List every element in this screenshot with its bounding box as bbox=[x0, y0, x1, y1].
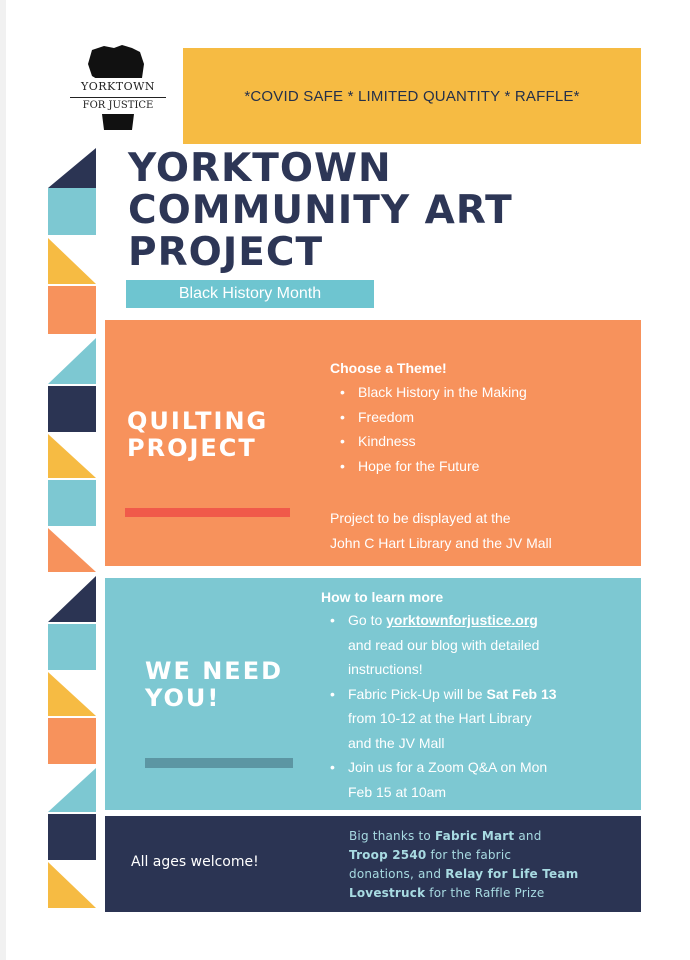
display-location-note bbox=[330, 506, 630, 556]
logo-divider bbox=[70, 97, 166, 98]
thanks-suffix-2: for the fabric bbox=[426, 848, 512, 862]
item-3-line-2: Feb 15 at 10am bbox=[348, 783, 447, 800]
item-1-line-3: instructions! bbox=[348, 661, 423, 677]
quilting-accent-bar bbox=[125, 508, 290, 517]
list-item bbox=[321, 682, 633, 756]
all-ages-text: All ages welcome! bbox=[131, 854, 259, 870]
title-line-3: PROJECT bbox=[128, 230, 324, 275]
thanks-prefix: Big thanks to bbox=[349, 829, 435, 843]
thanks-line-1 bbox=[349, 827, 639, 846]
thanks-suffix-4: for the Raffle Prize bbox=[425, 886, 545, 900]
sponsor-lovestruck: Lovestruck bbox=[349, 886, 426, 900]
website-link[interactable]: yorktownforjustice.org bbox=[386, 612, 538, 628]
item-2-line-3: and the JV Mall bbox=[348, 734, 445, 751]
list-item bbox=[321, 755, 633, 804]
sponsor-relay: Relay for Life Team bbox=[445, 867, 579, 881]
learn-more-list bbox=[321, 608, 633, 804]
quilting-project-section bbox=[105, 320, 641, 566]
theme-item: • Hope for the Future bbox=[330, 454, 630, 479]
title-line-1: YORKTOWN bbox=[128, 146, 392, 191]
theme-list bbox=[330, 380, 630, 478]
quilting-heading-line-1: QUILTING bbox=[127, 407, 269, 435]
need-accent-bar bbox=[145, 758, 293, 768]
sponsor-fabric-mart: Fabric Mart bbox=[434, 829, 515, 843]
thanks-line-4 bbox=[349, 884, 639, 903]
item-3-line-1: Join us for a Zoom Q&A on Mon bbox=[348, 759, 548, 775]
thanks-suffix-1: and bbox=[514, 829, 542, 843]
title-line-2: COMMUNITY ART bbox=[128, 188, 513, 233]
logo-text-yorktown: YORKTOWN bbox=[80, 80, 156, 93]
thanks-line-3 bbox=[349, 865, 639, 884]
footer-band bbox=[105, 816, 641, 912]
subtitle-badge bbox=[126, 280, 374, 308]
need-heading-line-2: YOU! bbox=[145, 684, 221, 712]
page-title bbox=[128, 148, 628, 274]
banner-text: *COVID SAFE * LIMITED QUANTITY * RAFFLE* bbox=[244, 87, 580, 105]
learn-more-label: How to learn more bbox=[321, 589, 444, 605]
sponsor-troop: Troop 2540 bbox=[349, 848, 427, 862]
theme-label: Choose a Theme! bbox=[330, 360, 447, 376]
item-2-line-2: from 10-12 at the Hart Library bbox=[348, 710, 532, 726]
logo-text-for-justice: FOR JUSTICE bbox=[82, 100, 154, 111]
theme-list-block bbox=[330, 360, 630, 478]
thanks-text bbox=[349, 827, 639, 903]
thanks-line-2 bbox=[349, 846, 639, 865]
need-heading-line-1: WE NEED bbox=[145, 657, 284, 685]
thanks-prefix-3: donations, and bbox=[349, 867, 446, 881]
quilt-pattern-graphic bbox=[48, 148, 96, 908]
we-need-you-section bbox=[105, 578, 641, 810]
theme-item: • Freedom bbox=[330, 405, 630, 430]
yorktown-for-justice-logo bbox=[62, 42, 172, 132]
list-item bbox=[321, 608, 633, 682]
subtitle-text: Black History Month bbox=[178, 285, 322, 302]
need-heading bbox=[145, 658, 325, 712]
item-2-prefix: Fabric Pick-Up will be bbox=[348, 685, 487, 702]
theme-item: • Kindness bbox=[330, 429, 630, 454]
note-line-1: Project to be displayed at the bbox=[330, 510, 511, 526]
decorative-quilt-stripe bbox=[48, 148, 96, 908]
pickup-date: Sat Feb 13 bbox=[486, 685, 557, 702]
item-1-prefix: Go to bbox=[348, 612, 387, 628]
note-line-2: John C Hart Library and the JV Mall bbox=[330, 535, 552, 551]
learn-more-block bbox=[321, 586, 633, 804]
quilting-heading bbox=[127, 408, 307, 462]
quilting-heading-line-2: PROJECT bbox=[127, 434, 257, 462]
item-1-line-2: and read our blog with detailed bbox=[348, 636, 540, 653]
covid-raffle-banner bbox=[183, 48, 641, 144]
theme-item: • Black History in the Making bbox=[330, 380, 630, 405]
